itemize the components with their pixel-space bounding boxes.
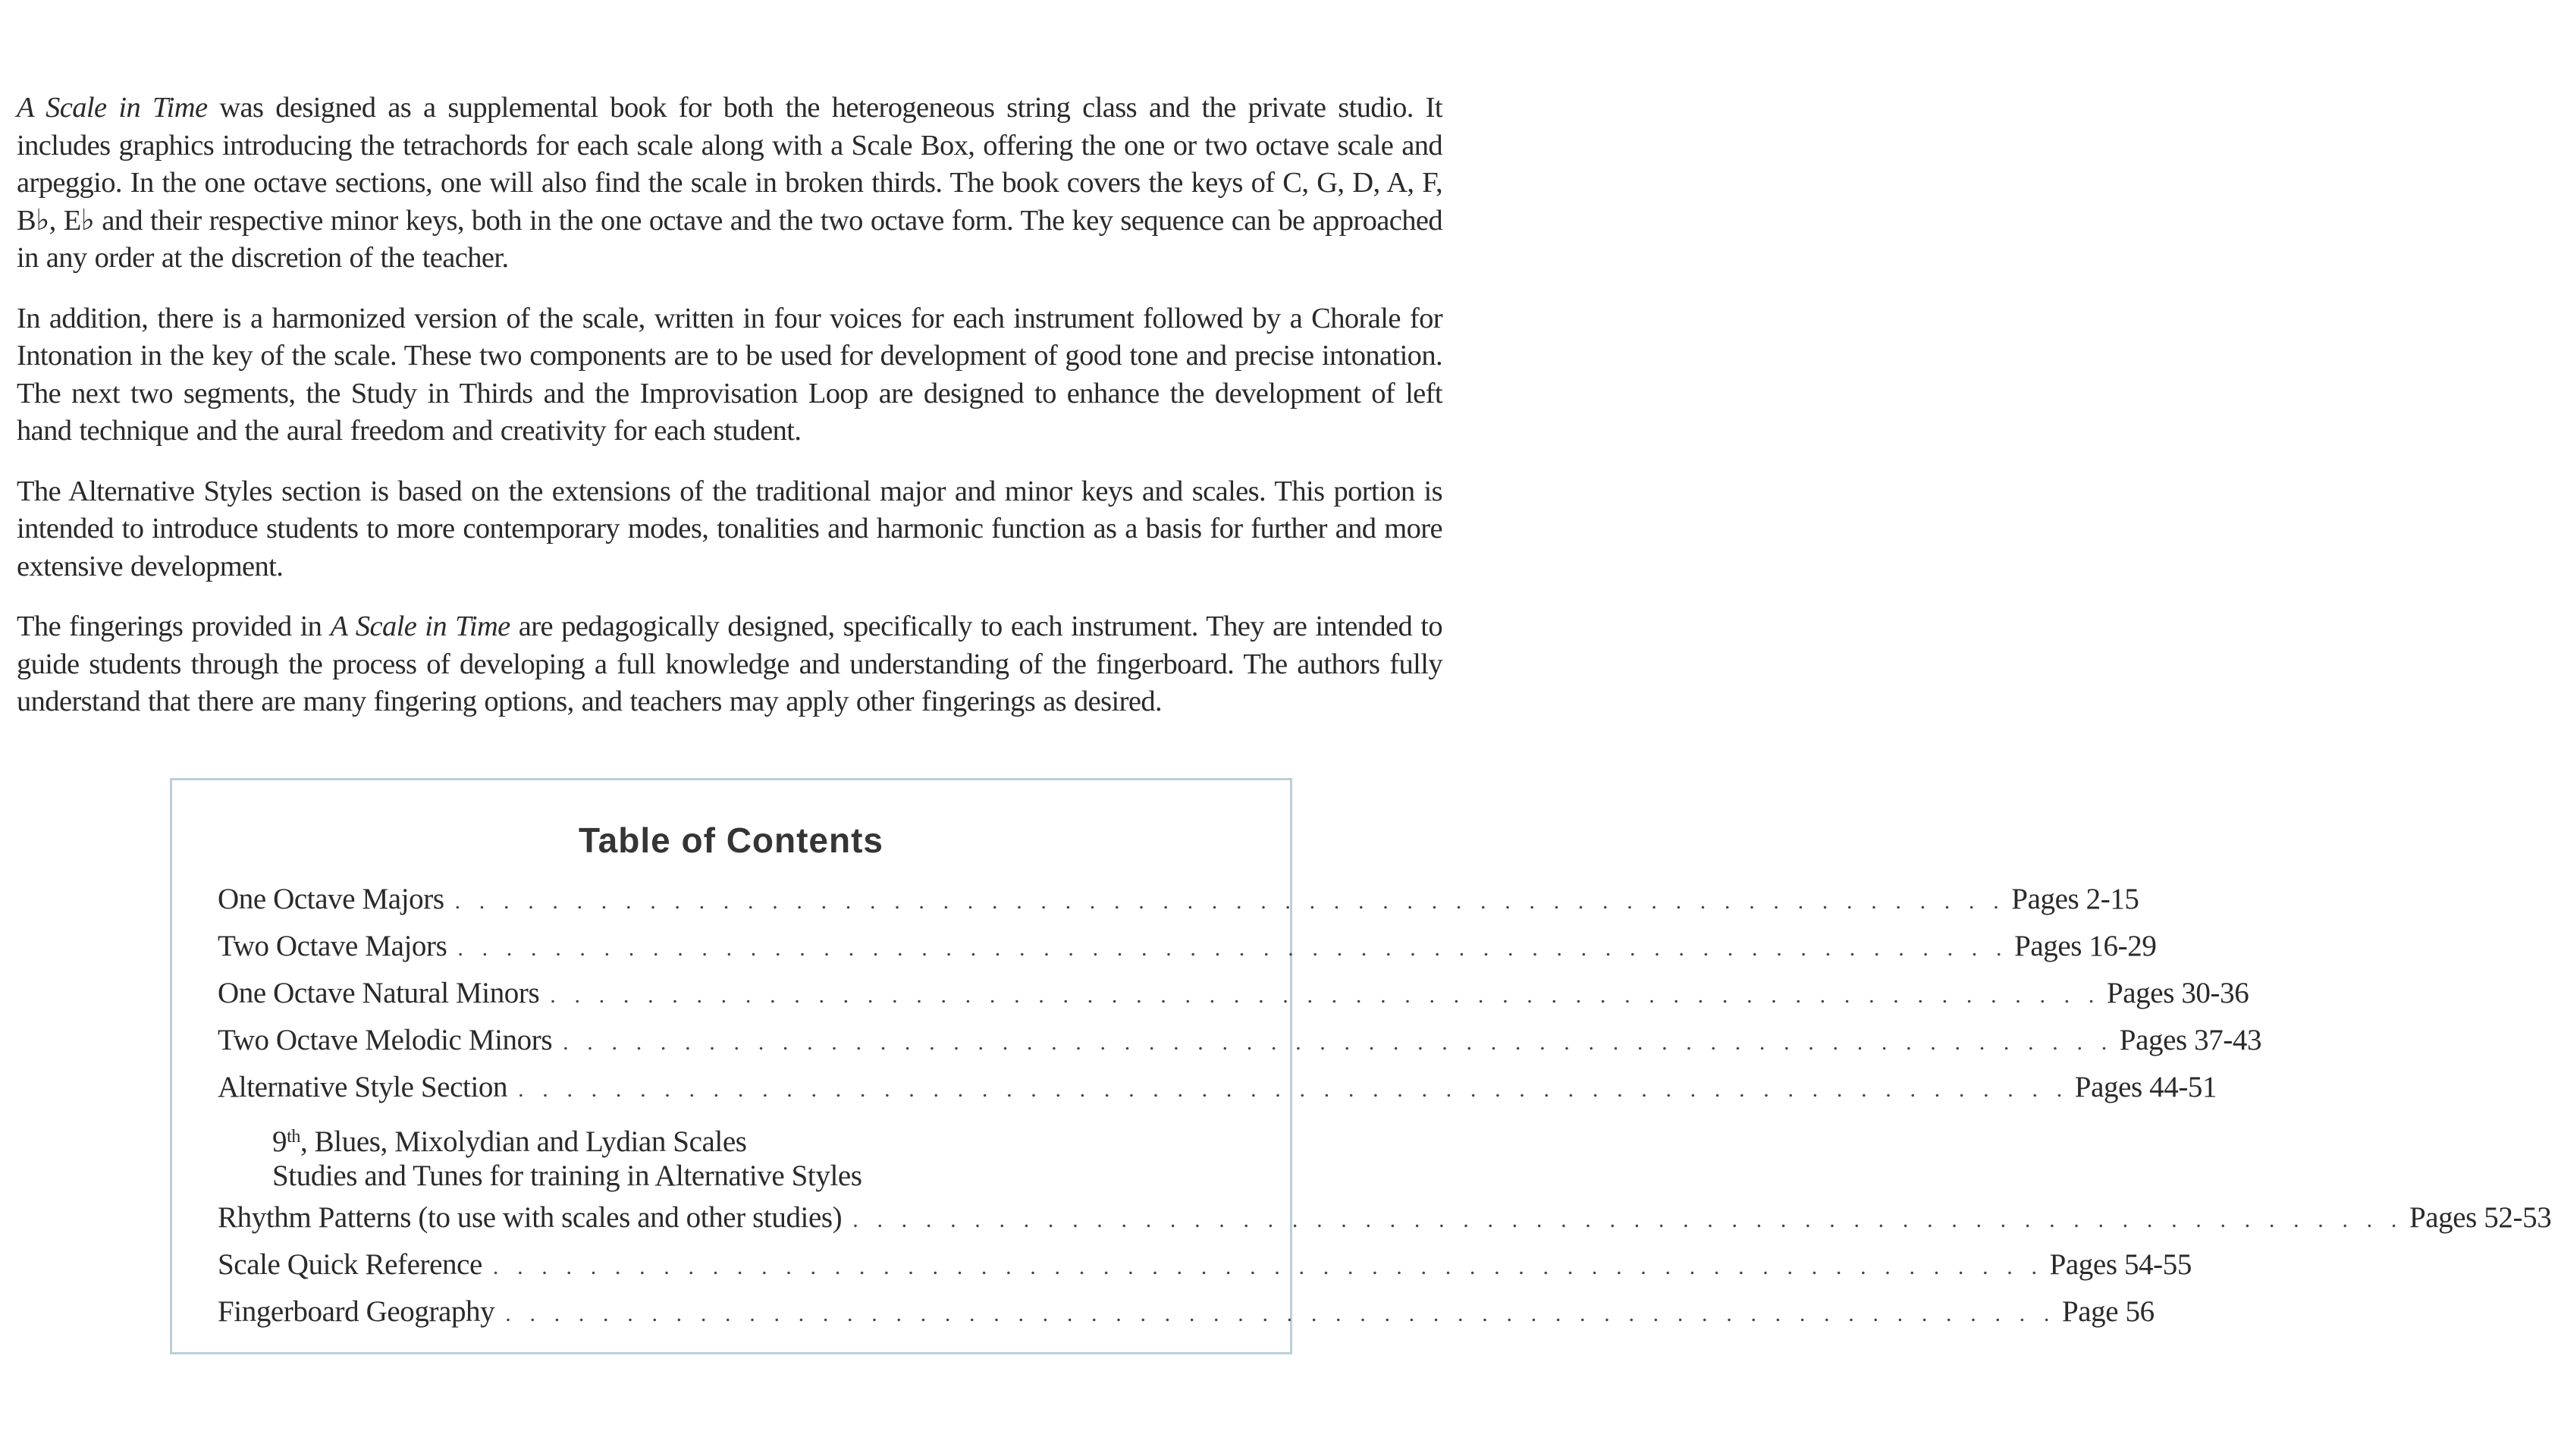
book-title-italic: A Scale in Time <box>330 610 510 642</box>
intro-paragraph-3: The Alternative Styles section is based on the extensions of the traditional major and minor keys and scales. This portion is intended to introduce students to more contemporary modes, tonalities and harmonic function as a basis for further and more extensive development. <box>17 475 1442 582</box>
dot-leader: . . . . . . . . . . . . . . . . . . . . . . . . . . . . . . . . . . . . . . . . . . . . . . . . . . . . . . . . . . . . . . . . <box>454 889 2006 914</box>
toc-entry-label: Fingerboard Geography <box>218 1295 495 1328</box>
dot-leader: . . . . . . . . . . . . . . . . . . . . . . . . . . . . . . . . . . . . . . . . . . . . . . . . . . . . . . . . . . . . . . . . <box>505 1301 2056 1326</box>
intro-paragraph-4: The fingerings provided in A Scale in Time are pedagogically designed, specifically to each instrument. They are intended to guide students through the process of developing a full knowledge and understanding of the fingerboard. The authors fully understand that there are many fingering options, and teachers may apply other fingerings as desired. <box>17 610 1442 717</box>
dot-leader: . . . . . . . . . . . . . . . . . . . . . . . . . . . . . . . . . . . . . . . . . . . . . . . . . . . . . . . . . . . . . . . . <box>852 1207 2403 1232</box>
toc-entry-pages: Pages 2-15 <box>2011 883 2139 915</box>
toc-list <box>218 882 2552 1341</box>
toc-entry-pages: Pages 37-43 <box>2119 1024 2262 1056</box>
toc-entry-pages: Pages 16-29 <box>2014 930 2157 962</box>
book-title-italic: A Scale in Time <box>17 92 208 124</box>
intro-text <box>17 89 1442 744</box>
toc-entry-pages: Pages 30-36 <box>2106 977 2249 1009</box>
toc-title: Table of Contents <box>578 821 884 860</box>
dot-leader: . . . . . . . . . . . . . . . . . . . . . . . . . . . . . . . . . . . . . . . . . . . . . . . . . . . . . . . . . . . . . . . . <box>457 936 2009 961</box>
toc-entry <box>218 882 2139 929</box>
toc-entry-pages: Page 56 <box>2061 1295 2155 1328</box>
toc-entry <box>218 1023 2262 1070</box>
dot-leader: . . . . . . . . . . . . . . . . . . . . . . . . . . . . . . . . . . . . . . . . . . . . . . . . . . . . . . . . . . . . . . . . <box>550 983 2101 1008</box>
dot-leader: . . . . . . . . . . . . . . . . . . . . . . . . . . . . . . . . . . . . . . . . . . . . . . . . . . . . . . . . . . . . . . . . <box>563 1030 2114 1055</box>
toc-entry-pages: Pages 52-53 <box>2409 1201 2552 1234</box>
toc-entry-label: One Octave Natural Minors <box>218 977 540 1009</box>
toc-entry-label: Alternative Style Section <box>218 1071 508 1103</box>
toc-entry <box>218 1247 2192 1294</box>
intro-paragraph-1: A Scale in Time was designed as a supplemental book for both the heterogeneous string class and the private studio. It includes graphics introducing the tetrachords for each scale along with a Scale Box, offering the one or two octave scale and arpeggio. In the one octave sections, one will also find the scale in broken thirds. The book covers the keys of C, G, D, A, F, B♭, E♭ and their respective minor keys, both in the one octave and the two octave form. The key sequence can be approached in any order at the discretion of the teacher. <box>17 92 1442 274</box>
toc-entry-label: Scale Quick Reference <box>218 1248 482 1281</box>
toc-entry-pages: Pages 54-55 <box>2049 1248 2192 1281</box>
toc-entry <box>218 1294 2155 1341</box>
toc-entry <box>218 1070 2217 1117</box>
dot-leader: . . . . . . . . . . . . . . . . . . . . . . . . . . . . . . . . . . . . . . . . . . . . . . . . . . . . . . . . . . . . . . . . <box>492 1254 2044 1279</box>
toc-entry-label: Rhythm Patterns (to use with scales and other studies) <box>218 1201 843 1234</box>
toc-entry-label: Two Octave Majors <box>218 930 447 962</box>
toc-entry <box>218 1200 2552 1247</box>
toc-subentry: 9th, Blues, Mixolydian and Lydian Scales <box>272 1125 747 1158</box>
table-of-contents-box <box>170 778 2552 1354</box>
toc-entry-label: Two Octave Melodic Minors <box>218 1024 553 1056</box>
toc-entry-label: One Octave Majors <box>218 883 444 915</box>
dot-leader: . . . . . . . . . . . . . . . . . . . . . . . . . . . . . . . . . . . . . . . . . . . . . . . . . . . . . . . . . . . . . . . . <box>518 1077 2069 1102</box>
toc-entry-pages: Pages 44-51 <box>2074 1071 2217 1103</box>
intro-paragraph-2: In addition, there is a harmonized version of the scale, written in four voices for each instrument followed by a Chorale for Intonation in the key of the scale. These two components are to be used for development of good tone and precise intonation. The next two segments, the Study in Thirds and the Improvisation Loop are designed to enhance the development of left hand technique and the aural freedom and creativity for each student. <box>17 302 1442 447</box>
toc-entry <box>218 976 2249 1023</box>
toc-subentry: Studies and Tunes for training in Alternative Styles <box>272 1159 862 1192</box>
toc-entry <box>218 929 2157 976</box>
